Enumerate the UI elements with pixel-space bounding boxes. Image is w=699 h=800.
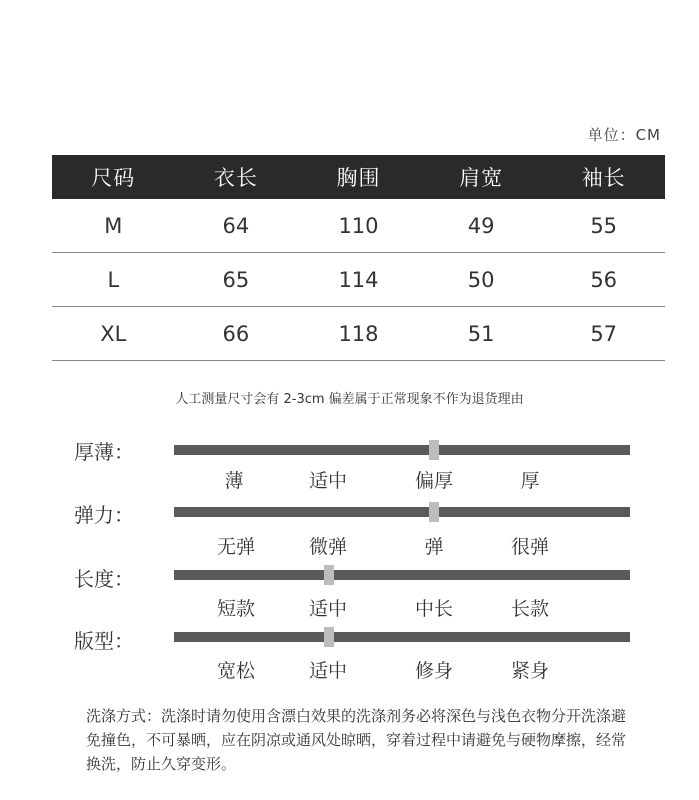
table-cell: XL	[52, 307, 175, 361]
elasticity-option: 无弹	[216, 536, 255, 558]
table-cell: 55	[542, 199, 665, 253]
thickness-option: 适中	[308, 470, 347, 492]
thickness-label: 厚薄：	[74, 440, 134, 464]
elasticity-option: 微弹	[308, 536, 347, 558]
elasticity-label: 弹力：	[74, 503, 134, 527]
table-cell: 114	[297, 253, 420, 307]
table-row	[52, 199, 665, 253]
size-table	[52, 155, 665, 361]
elasticity-option: 很弹	[510, 536, 549, 558]
elasticity-option: 弹	[424, 536, 444, 558]
table-cell: 65	[175, 253, 298, 307]
table-cell: 51	[420, 307, 543, 361]
table-cell: 110	[297, 199, 420, 253]
length-option: 长款	[510, 598, 549, 620]
table-cell: 56	[542, 253, 665, 307]
header-chest: 胸围	[297, 155, 420, 199]
header-shoulder: 肩宽	[420, 155, 543, 199]
table-cell: M	[52, 199, 175, 253]
fit-option: 修身	[414, 660, 453, 682]
length-option: 中长	[414, 598, 453, 620]
size-table-header-row	[52, 155, 665, 199]
table-cell: 118	[297, 307, 420, 361]
care-instructions: 洗涤方式：洗涤时请勿使用含漂白效果的洗涤剂务必将深色与浅色衣物分开洗涤避免撞色，不可暴晒，应在阴凉或通风处晾晒，穿着过程中请避免与硬物摩擦，经常换洗，防止久穿变形。	[86, 707, 627, 773]
header-sleeve: 袖长	[542, 155, 665, 199]
length-scale-marker	[324, 565, 334, 585]
thickness-option: 偏厚	[414, 470, 453, 492]
fit-scale-track	[174, 632, 630, 642]
table-cell: 49	[420, 199, 543, 253]
header-length: 衣长	[175, 155, 298, 199]
table-cell: L	[52, 253, 175, 307]
fit-option: 适中	[308, 660, 347, 682]
fit-option: 紧身	[510, 660, 549, 682]
length-label: 长度：	[74, 567, 134, 591]
fit-option: 宽松	[216, 660, 255, 682]
table-cell: 64	[175, 199, 298, 253]
table-cell: 57	[542, 307, 665, 361]
table-row	[52, 307, 665, 361]
length-scale-track	[174, 570, 630, 580]
length-option: 适中	[308, 598, 347, 620]
unit-label: 单位：CM	[587, 126, 661, 144]
fit-label: 版型：	[74, 629, 134, 653]
table-cell: 66	[175, 307, 298, 361]
thickness-option: 薄	[224, 470, 244, 492]
thickness-scale-track	[174, 445, 630, 455]
elasticity-scale-marker	[429, 502, 439, 522]
header-size: 尺码	[52, 155, 175, 199]
table-cell: 50	[420, 253, 543, 307]
fit-scale-marker	[324, 627, 334, 647]
elasticity-scale-track	[174, 507, 630, 517]
thickness-scale-marker	[429, 440, 439, 460]
thickness-option: 厚	[520, 470, 540, 492]
measurement-note: 人工测量尺寸会有 2-3cm 偏差属于正常现象不作为退货理由	[175, 392, 524, 407]
length-option: 短款	[216, 598, 255, 620]
table-row	[52, 253, 665, 307]
